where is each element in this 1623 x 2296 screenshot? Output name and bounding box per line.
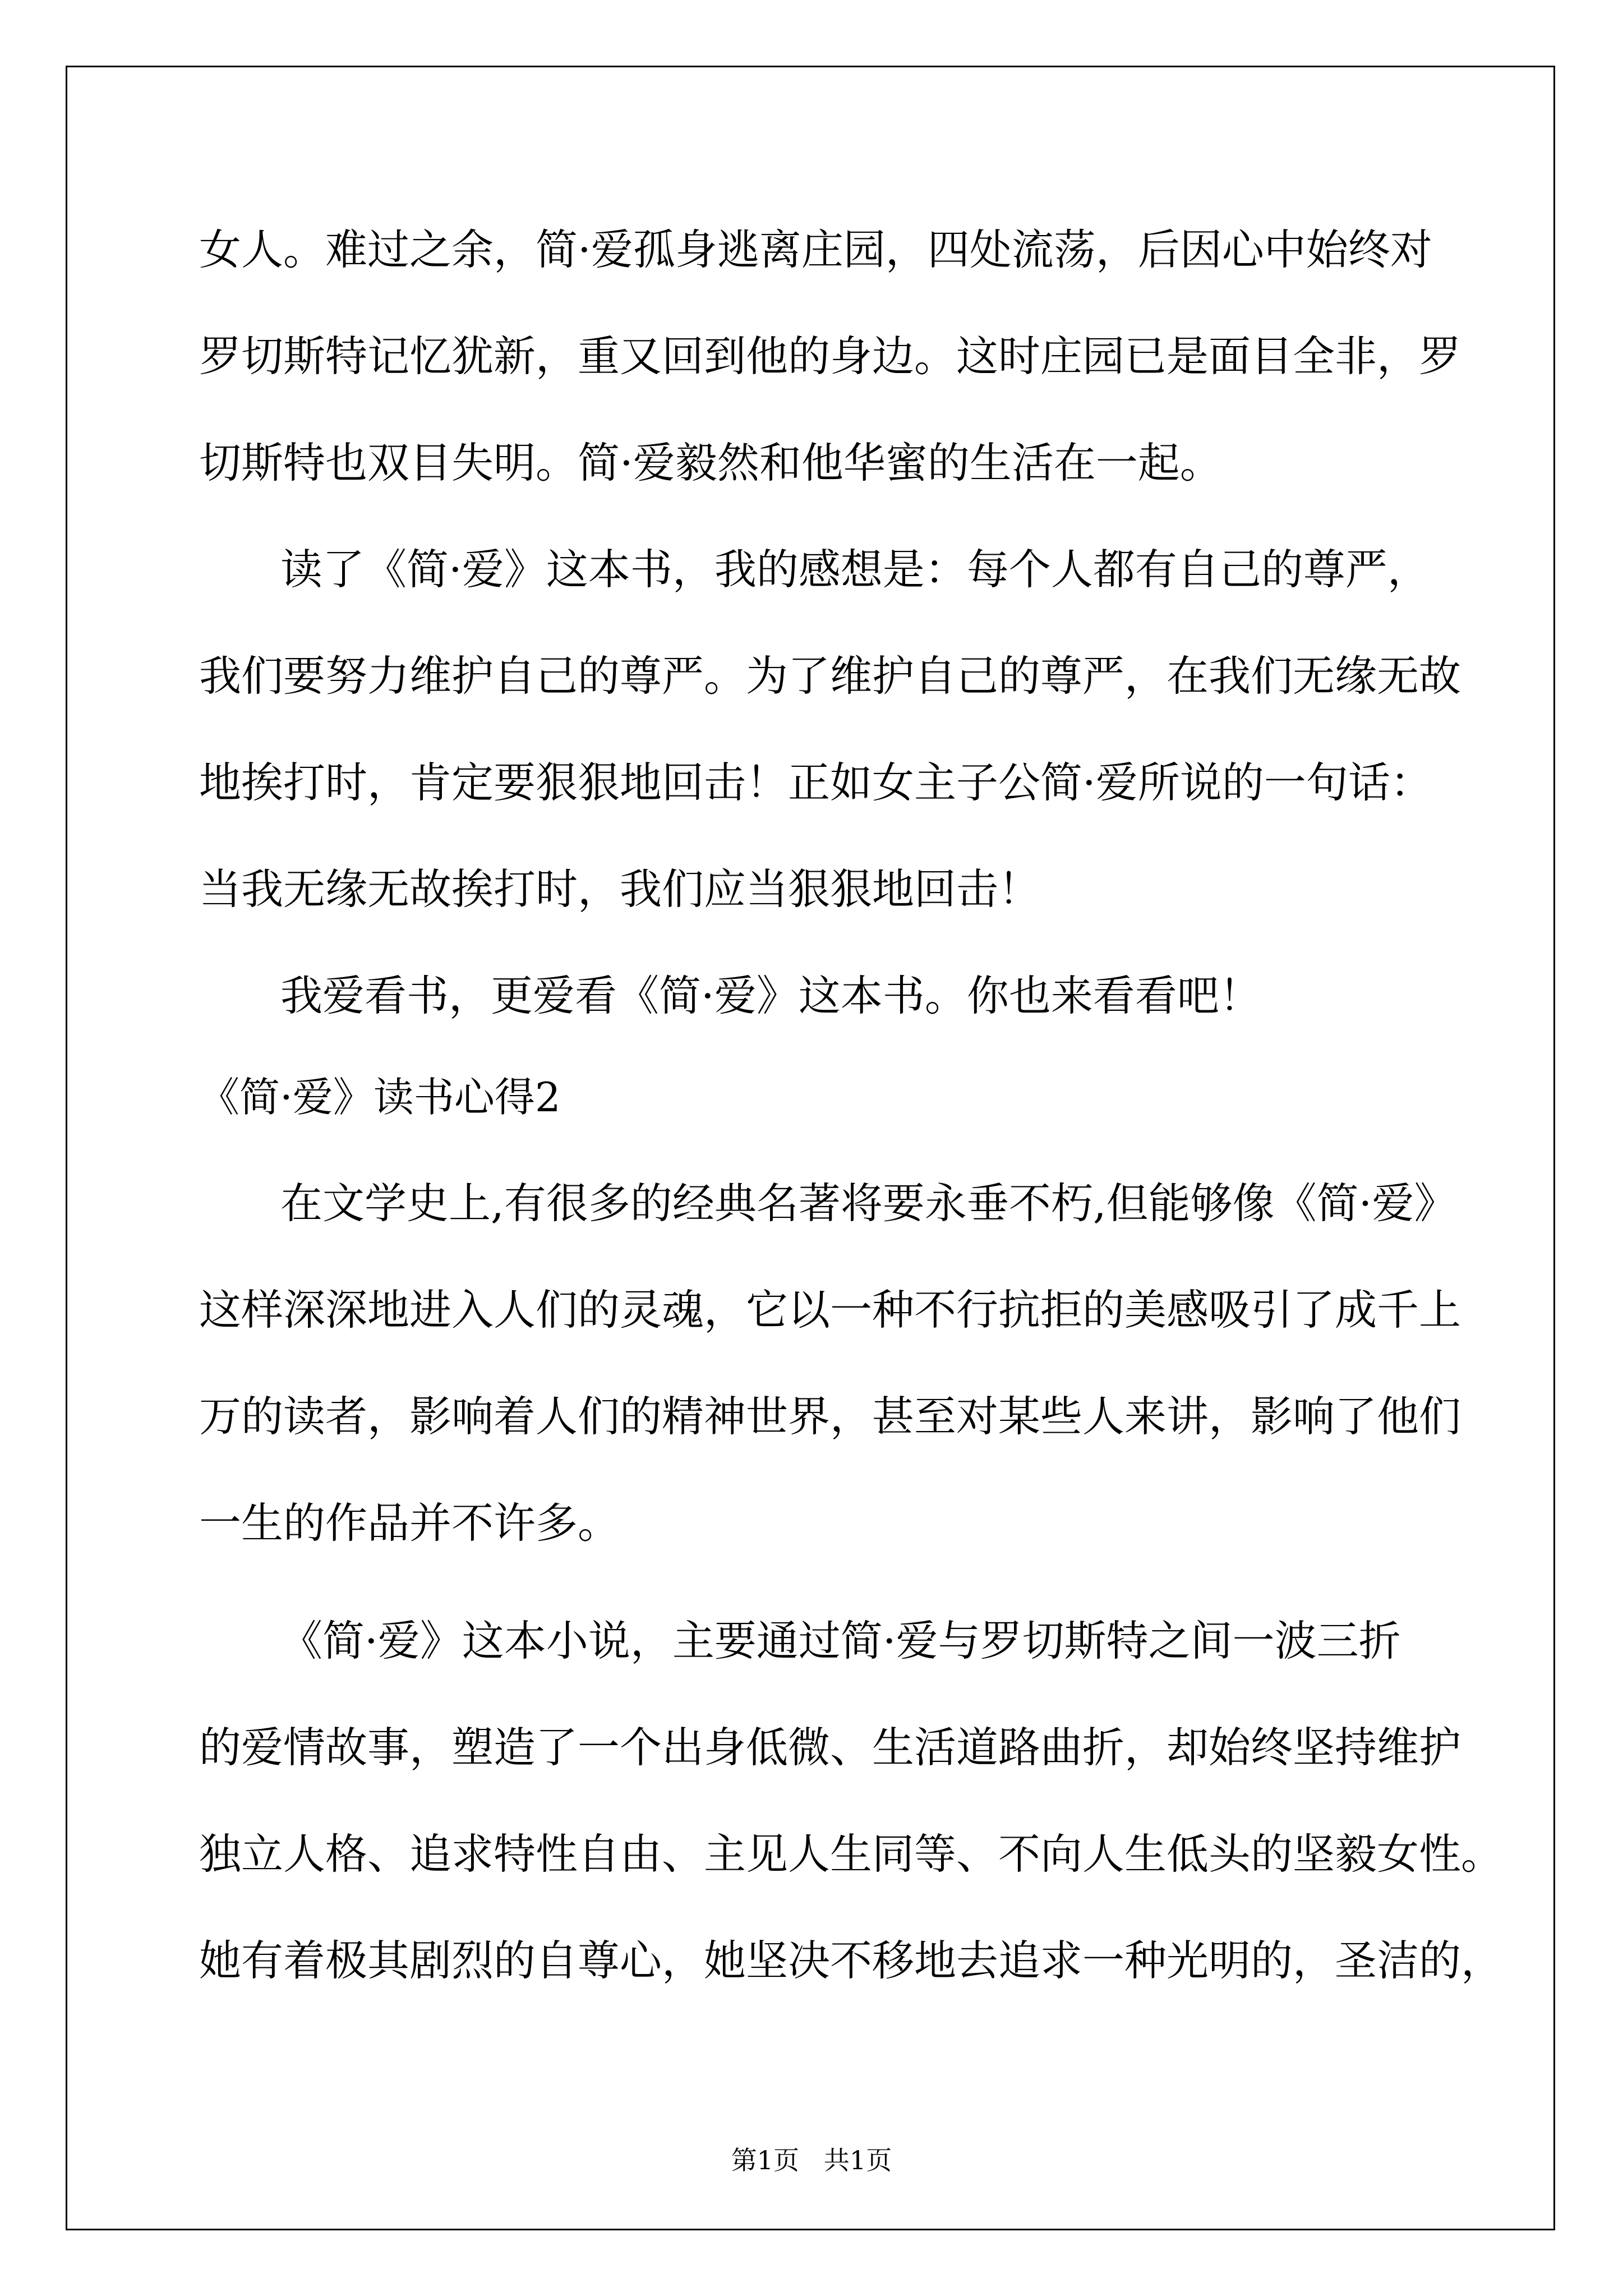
paragraph-start-line: 《简·爱》这本小说，主要通过简·爱与罗切斯特之间一波三折 bbox=[280, 1616, 1401, 1665]
paragraph-start-line: 在文学史上,有很多的经典名著将要永垂不朽,但能够像《简·爱》 bbox=[280, 1179, 1456, 1228]
text-line: 她有着极其剧烈的自尊心，她坚决不移地去追求一种光明的，圣洁的， bbox=[199, 1936, 1504, 1985]
text-line: 当我无缘无故挨打时，我们应当狠狠地回击！ bbox=[199, 864, 1041, 914]
page-border bbox=[66, 66, 1555, 2230]
text-line: 这样深深地进入人们的灵魂，它以一种不行抗拒的美感吸引了成千上 bbox=[199, 1285, 1461, 1335]
section-heading: 《简·爱》读书心得2 bbox=[199, 1074, 561, 1121]
page-number-footer: 第1页 共1页 bbox=[731, 2145, 892, 2175]
text-line: 万的读者，影响着人们的精神世界，甚至对某些人来讲，影响了他们 bbox=[199, 1392, 1461, 1441]
paragraph-start-line: 我爱看书，更爱看《简·爱》这本书。你也来看看吧！ bbox=[280, 971, 1261, 1020]
text-line: 女人。难过之余，简·爱孤身逃离庄园，四处流荡，后因心中始终对 bbox=[199, 225, 1432, 274]
text-line: 的爱情故事，塑造了一个出身低微、生活道路曲折，却始终坚持维护 bbox=[199, 1723, 1461, 1772]
text-line: 地挨打时，肯定要狠狠地回击！正如女主子公简·爱所说的一句话： bbox=[199, 758, 1432, 807]
paragraph-start-line: 读了《简·爱》这本书，我的感想是：每个人都有自己的尊严， bbox=[280, 545, 1430, 594]
text-line: 独立人格、追求特性自由、主见人生同等、不向人生低头的坚毅女性。 bbox=[199, 1829, 1504, 1879]
text-line: 一生的作品并不许多。 bbox=[199, 1498, 620, 1548]
text-line: 我们要努力维护自己的尊严。为了维护自己的尊严，在我们无缘无故 bbox=[199, 651, 1461, 701]
text-line: 切斯特也双目失明。简·爱毅然和他华蜜的生活在一起。 bbox=[199, 438, 1222, 487]
text-line: 罗切斯特记忆犹新，重又回到他的身边。这时庄园已是面目全非，罗 bbox=[199, 332, 1461, 381]
